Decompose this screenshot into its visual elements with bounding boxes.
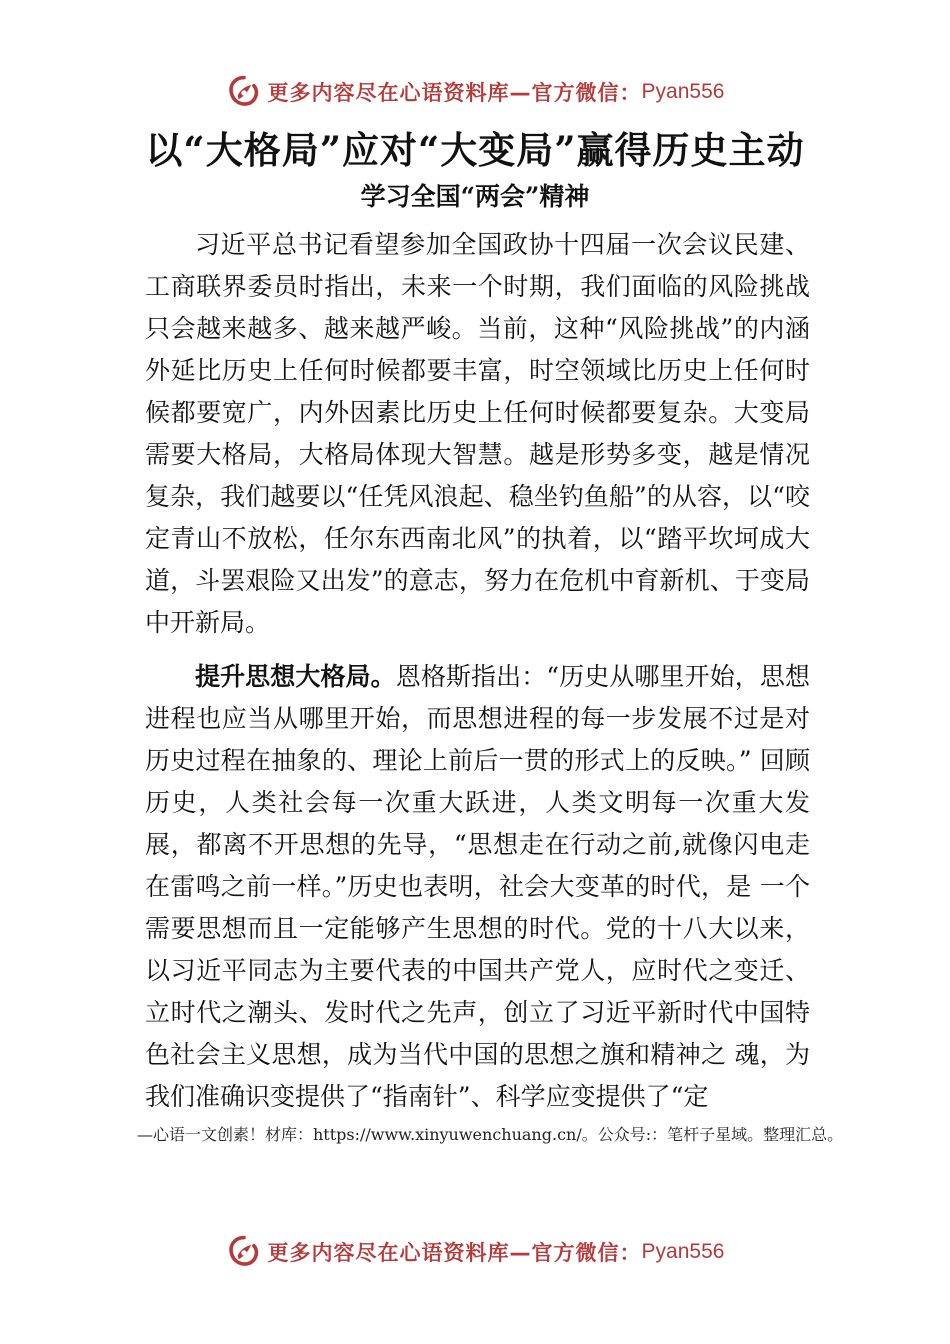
footer-note: —心语一文创素！材库：https://www.xinyuwenchuang.cn/。公众号:：笔杆子星域。整理汇总。 bbox=[137, 1125, 844, 1144]
paragraph-1 bbox=[145, 224, 810, 644]
footer-banner bbox=[0, 1232, 950, 1272]
brush-flower-logo-icon bbox=[226, 1234, 262, 1270]
page-subtitle: 学习全国“两会”精神 bbox=[360, 182, 590, 211]
paragraph-text: 恩格斯指出：“历史从哪里开始，思想进程也应当从哪里开始，而思想进程的每一步发展不过是对历史过程在抽象的、理论上前后一贯的形式上的反映。” 回顾历史，人类社会每一次重大跃进，人类文明每一次重大发展，都离不开思想的先导，“思想走在行动之前,就像闪电走在雷鸣之前一样。”历史也表明，社会大变革的时代，是 一个需要思想而且一定能够产生思想的时代。党的十八大以来，以习近平同志为主要代表的中国共产党人，应时代之变迁、立时代之潮头、发时代之先声，创立了习近平新时代中国特色社会主义思想，成为当代中国的思想之旗和精神之 魂，为我们准确识变提供了“指南针”、科学应变提供了“定 bbox=[145, 662, 810, 1111]
banner-text: 更多内容尽在心语资料库—官方微信： bbox=[267, 81, 642, 105]
page-title: 以“大格局”应对“大变局”赢得历史主动 bbox=[145, 128, 805, 172]
banner-text: 更多内容尽在心语资料库—官方微信： bbox=[267, 1241, 642, 1265]
article-body bbox=[145, 224, 810, 1118]
header-banner bbox=[0, 72, 950, 112]
brush-flower-logo-icon bbox=[226, 74, 262, 110]
wechat-handle: Pyan556 bbox=[641, 80, 725, 103]
paragraph-text: 习近平总书记看望参加全国政协十四届一次会议民建、工商联界委员时指出，未来一个时期，我们面临的风险挑战只会越来越多、越来越严峻。当前，这种“风险挑战”的内涵外延比历史上任何时候都要丰富，时空领域比历史上任何时候都要宽广，内外因素比历史上任何时候都要复杂。大变局需要大格局，大格局体现大智慧。越是形势多变，越是情况复杂，我们越要以“任凭风浪起、稳坐钓鱼船”的从容，以“咬定青山不放松，任尔东西南北风”的执着，以“踏平坎坷成大道，斗罢艰险又出发”的意志，努力在危机中育新机、于变局中开新局。 bbox=[145, 230, 810, 637]
wechat-handle: Pyan556 bbox=[641, 1240, 725, 1263]
paragraph-2 bbox=[145, 656, 810, 1118]
paragraph-lead: 提升思想大格局。 bbox=[195, 662, 396, 691]
